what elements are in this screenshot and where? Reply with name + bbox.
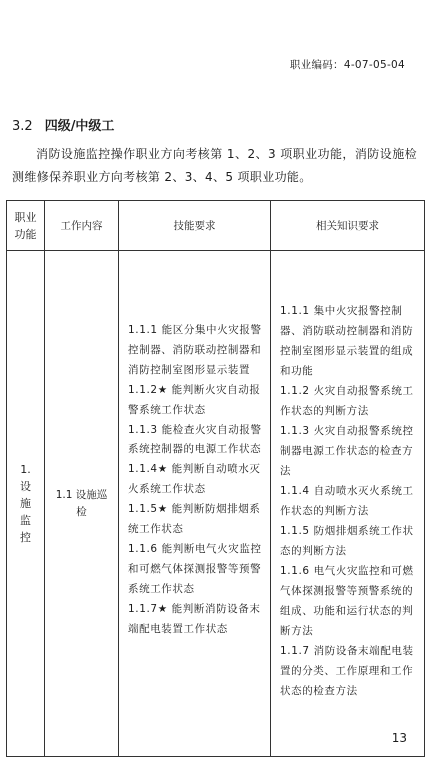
- section-heading: [12, 115, 114, 134]
- table-header-row: [7, 201, 425, 251]
- intro-paragraph: 消防设施监控操作职业方向考核第 1、2、3 项职业功能，消防设施检测维修保养职业方向考核第 2、3、4、5 项职业功能。: [12, 147, 417, 184]
- skill-item: 1.1.3 能检查火灾自动报警系统控制器的电源工作状态: [128, 423, 262, 456]
- knowledge-item: 1.1.7 消防设备末端配电装置的分类、工作原理和工作状态的检查方法: [280, 645, 414, 697]
- work-content-cell: [45, 251, 119, 757]
- function-cell: [7, 251, 45, 757]
- requirements-table: [6, 200, 425, 757]
- knowledge-item: 1.1.6 电气火灾监控和可燃气体探测报警等预警系统的组成、功能和运行状态的判断方法: [280, 565, 414, 637]
- page-number: 13: [391, 731, 407, 745]
- knowledge-cell: [271, 251, 425, 757]
- skill-item: 1.1.1 能区分集中火灾报警控制器、消防联动控制器和消防控制室图形显示装置: [128, 324, 262, 376]
- occupation-code: 职业编码：4-07-05-04: [289, 59, 405, 71]
- section-title: 四级/中级工: [44, 119, 115, 134]
- knowledge-item: 1.1.5 防烟排烟系统工作状态的判断方法: [280, 525, 414, 557]
- work-content-label: 1.1 设施巡检: [55, 488, 108, 518]
- knowledge-item: 1.1.3 火灾自动报警系统控制器电源工作状态的检查方法: [280, 425, 414, 477]
- header-work-content: 工作内容: [45, 201, 119, 251]
- header-function: 职业功能: [7, 201, 45, 251]
- table-row: [7, 251, 425, 757]
- skills-cell: [119, 251, 271, 757]
- knowledge-item: 1.1.1 集中火灾报警控制器、消防联动控制器和消防控制室图形显示装置的组成和功能: [280, 305, 414, 377]
- skill-item: 1.1.2★ 能判断火灾自动报警系统工作状态: [128, 383, 261, 416]
- knowledge-item: 1.1.2 火灾自动报警系统工作状态的判断方法: [280, 385, 414, 417]
- function-label: 1. 设施监控: [20, 463, 31, 544]
- section-number: 3.2: [12, 119, 33, 134]
- skill-item: 1.1.4★ 能判断自动喷水灭火系统工作状态: [128, 463, 261, 496]
- header-knowledge: 相关知识要求: [271, 201, 425, 251]
- skill-item: 1.1.6 能判断电气火灾监控和可燃气体探测报警等预警系统工作状态: [128, 542, 262, 595]
- knowledge-item: 1.1.4 自动喷水灭火系统工作状态的判断方法: [280, 485, 414, 517]
- skill-item: 1.1.7★ 能判断消防设备末端配电装置工作状态: [128, 602, 261, 635]
- header-skills: 技能要求: [119, 201, 271, 251]
- skill-item: 1.1.5★ 能判断防烟排烟系统工作状态: [128, 503, 261, 536]
